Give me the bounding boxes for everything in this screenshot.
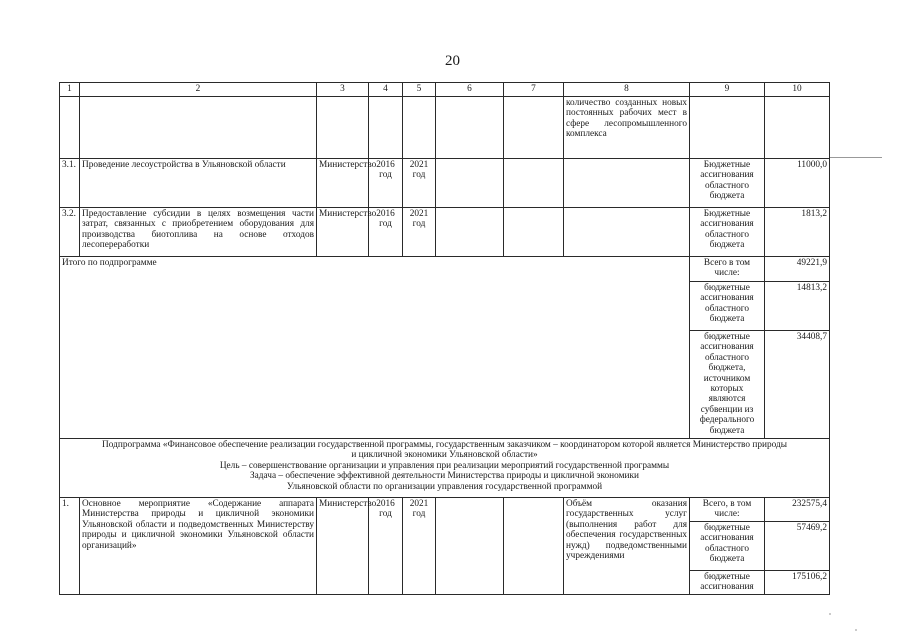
- program-table: [59, 82, 830, 595]
- scan-artifact-line: [830, 157, 882, 158]
- activity-name: Предоставление субсидии в целях возмещения части затрат, связанных с приобретением оборудования для производства биотоплива на основе отходов лесопереработки: [80, 208, 317, 257]
- col-header-6: 6: [436, 83, 504, 97]
- funding-amount: 232575,4: [765, 498, 830, 522]
- col-header-7: 7: [504, 83, 564, 97]
- funding-amount: 49221,9: [765, 257, 830, 282]
- funding-source: бюджетные ассигнования областного бюджета, источником которых являются субвенции из федерального бюджета: [690, 331, 765, 439]
- funding-amount: 11000,0: [765, 159, 830, 208]
- funding-source: бюджетные ассигнования областного бюджета: [690, 282, 765, 331]
- funding-source: Бюджетные ассигнования областного бюджета: [690, 159, 765, 208]
- subprogram-task: Задача – обеспечение эффективной деятельности Министерства природы и цикличной экономики Ульяновской области по организации управления государственной программой: [250, 471, 639, 492]
- subprogram-section: [60, 439, 830, 498]
- page-number: 20: [445, 53, 460, 69]
- scan-artifact-dot: [829, 613, 831, 615]
- subprogram-heading: [60, 439, 830, 498]
- year-end: 2021 год: [403, 498, 436, 595]
- funding-amount: 175106,2: [765, 571, 830, 595]
- funding-source: бюджетные ассигнования областного бюджета: [690, 522, 765, 571]
- funding-amount: 1813,2: [765, 208, 830, 257]
- table-row: [60, 208, 830, 257]
- activity-name: Проведение лесоустройства в Ульяновской области: [80, 159, 317, 208]
- column-number-row: [60, 83, 830, 97]
- row-number: 1.: [60, 498, 80, 595]
- col-header-1: 1: [60, 83, 80, 97]
- activity-name: Основное мероприятие «Содержание аппарата Министерства природы и цикличной экономики Ульяновской области и подведомственных Министерству природы и цикличной экономики Ульяновской области организаций»: [80, 498, 317, 595]
- year-start: 2016 год: [369, 159, 403, 208]
- funding-amount: 34408,7: [765, 331, 830, 439]
- indicator-cell: количество созданных новых постоянных рабочих мест в сфере лесопромышленного комплекса: [564, 97, 690, 159]
- funding-source: Всего в том числе:: [690, 257, 765, 282]
- total-label: Итого по подпрограмме: [60, 257, 690, 439]
- year-end: 2021 год: [403, 208, 436, 257]
- col-header-5: 5: [403, 83, 436, 97]
- col-header-3: 3: [317, 83, 369, 97]
- funding-source: Всего, в том числе:: [690, 498, 765, 522]
- table-row: [60, 159, 830, 208]
- executor: Министерство: [317, 208, 369, 257]
- subprogram-title: Подпрограмма «Финансовое обеспечение реализации государственной программы, государственным заказчиком – координатором которой является Министерство природы и цикличной экономики Ульяновской области»: [102, 440, 787, 461]
- col-header-2: 2: [80, 83, 317, 97]
- table-row: [60, 498, 830, 522]
- executor: Министерство: [317, 159, 369, 208]
- continuation-row: [60, 97, 830, 159]
- funding-source: Бюджетные ассигнования областного бюджета: [690, 208, 765, 257]
- funding-amount: 14813,2: [765, 282, 830, 331]
- col-header-9: 9: [690, 83, 765, 97]
- funding-source: бюджетные ассигнования: [690, 571, 765, 595]
- subprogram-goal: Цель – совершенствование организации и управления при реализации мероприятий государственной программы: [219, 460, 670, 471]
- row-number: 3.1.: [60, 159, 80, 208]
- col-header-4: 4: [369, 83, 403, 97]
- year-end: 2021 год: [403, 159, 436, 208]
- funding-amount: 57469,2: [765, 522, 830, 571]
- scan-artifact-dot: [855, 629, 857, 631]
- row-number: 3.2.: [60, 208, 80, 257]
- executor: Министерство: [317, 498, 369, 595]
- year-start: 2016 год: [369, 498, 403, 595]
- col-header-10: 10: [765, 83, 830, 97]
- col-header-8: 8: [564, 83, 690, 97]
- total-row: [60, 257, 830, 282]
- indicator-cell: Объём оказания государственных услуг (выполнения работ для обеспечения государственных нужд) подведомственными учреждениями: [564, 498, 690, 595]
- year-start: 2016 год: [369, 208, 403, 257]
